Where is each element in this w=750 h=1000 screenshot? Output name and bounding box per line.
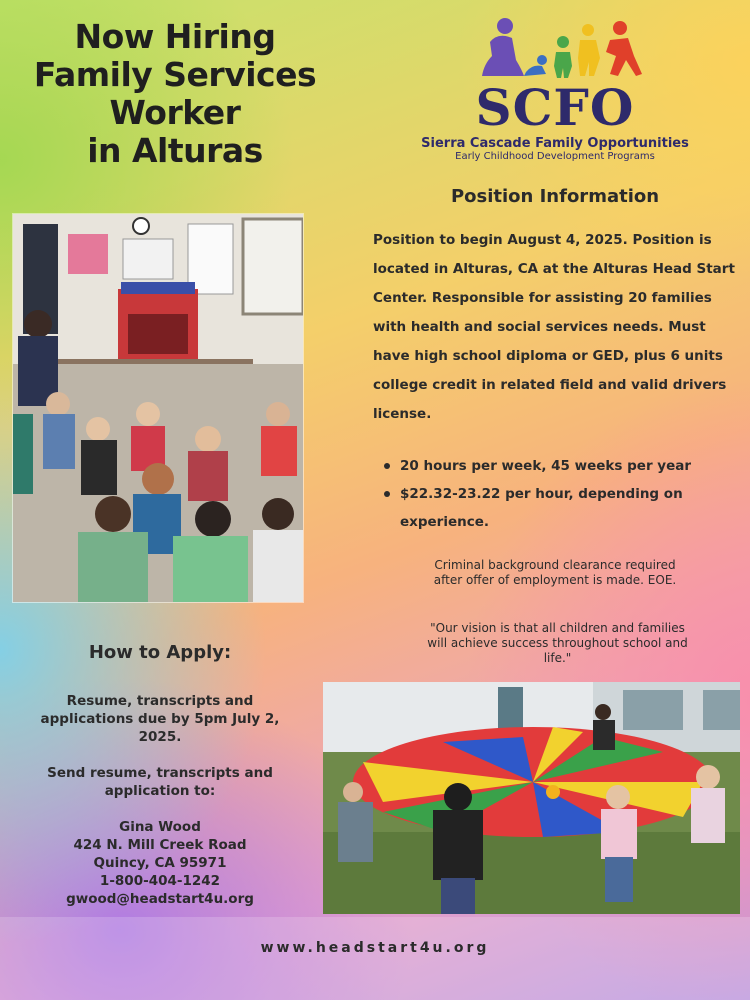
- position-description: Position to begin August 4, 2025. Position is located in Alturas, CA at the Alturas Head Start Center. Responsible for assisting 20 families with health and social services needs. Must have high school diploma or GED, plus 6 units college credit in related field and valid drivers license.: [373, 232, 735, 422]
- logo: [395, 78, 715, 162]
- bullet-icon: [384, 491, 390, 497]
- position-heading: Position Information: [450, 186, 660, 207]
- bullet-text: $22.32-23.22 per hour, depending on experience.: [400, 486, 683, 530]
- list-item: [378, 480, 738, 536]
- bullet-text: 20 hours per week, 45 weeks per year: [400, 458, 692, 474]
- classroom-photo: [12, 213, 304, 603]
- logo-org-name: Sierra Cascade Family Opportunities: [421, 136, 689, 151]
- title-line-3: Worker: [109, 93, 241, 132]
- list-item: [378, 452, 738, 480]
- parachute-play-photo: [323, 682, 740, 914]
- title-line-1: Now Hiring: [74, 17, 276, 56]
- apply-instructions: [20, 692, 300, 908]
- contact-phone: 1-800-404-1242: [99, 873, 221, 889]
- position-bullets: [378, 452, 738, 536]
- vision-statement: "Our vision is that all children and families will achieve success throughout school and life.": [427, 621, 688, 665]
- apply-send-to: Send resume, transcripts and application to:: [47, 765, 273, 799]
- contact-name: Gina Wood: [119, 819, 201, 835]
- job-title: [10, 18, 340, 170]
- logo-wordmark: SCFO: [475, 78, 635, 137]
- bullet-icon: [384, 463, 390, 469]
- background-check-note: Criminal background clearance required after offer of employment is made. EOE.: [433, 558, 677, 587]
- footer-band: [0, 917, 750, 1000]
- footer-website-link[interactable]: www.headstart4u.org: [260, 940, 490, 956]
- contact-email: gwood@headstart4u.org: [66, 891, 254, 907]
- apply-heading: How to Apply:: [88, 642, 232, 663]
- logo-subtitle: Early Childhood Development Programs: [455, 151, 655, 162]
- contact-address-2: Quincy, CA 95971: [93, 855, 227, 871]
- apply-deadline: Resume, transcripts and applications due by 5pm July 2, 2025.: [40, 693, 280, 745]
- contact-address-1: 424 N. Mill Creek Road: [73, 837, 247, 853]
- title-line-2: Family Services: [33, 55, 317, 94]
- title-line-4: in Alturas: [87, 131, 263, 170]
